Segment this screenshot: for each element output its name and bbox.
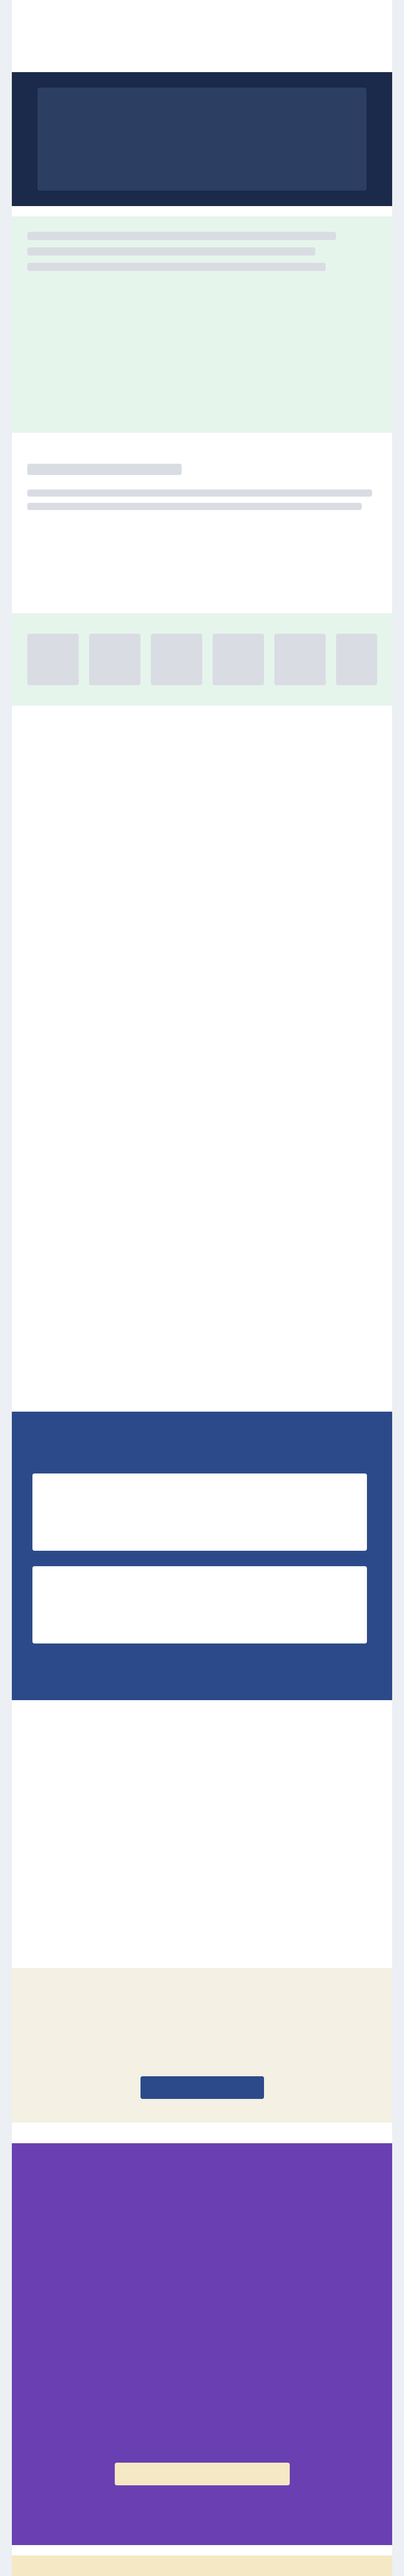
feature-card <box>27 634 79 685</box>
intro-block <box>12 216 392 433</box>
body-section <box>12 453 392 608</box>
hero-banner <box>12 72 392 206</box>
hero-image <box>38 88 366 191</box>
promo-banner <box>12 2143 392 2545</box>
feature-card <box>213 634 264 685</box>
intro-line <box>27 247 315 256</box>
feature-row <box>12 613 392 706</box>
body-line <box>27 489 372 497</box>
section-heading <box>27 464 182 475</box>
intro-line <box>27 232 336 240</box>
header <box>12 0 392 72</box>
content-section <box>12 721 392 1401</box>
banner-secondary[interactable] <box>12 2555 392 2576</box>
feature-card <box>274 634 326 685</box>
promo-button[interactable] <box>115 2463 290 2485</box>
program-block <box>12 1412 392 1700</box>
content-section <box>12 1710 392 1958</box>
feature-card <box>336 634 377 685</box>
program-card <box>32 1566 367 1643</box>
offer-block <box>12 1968 392 2123</box>
intro-line <box>27 263 326 271</box>
offer-button[interactable] <box>140 2076 264 2099</box>
email-page <box>12 0 392 2576</box>
program-card <box>32 1473 367 1551</box>
feature-card <box>89 634 140 685</box>
feature-card <box>151 634 202 685</box>
body-line <box>27 503 362 510</box>
